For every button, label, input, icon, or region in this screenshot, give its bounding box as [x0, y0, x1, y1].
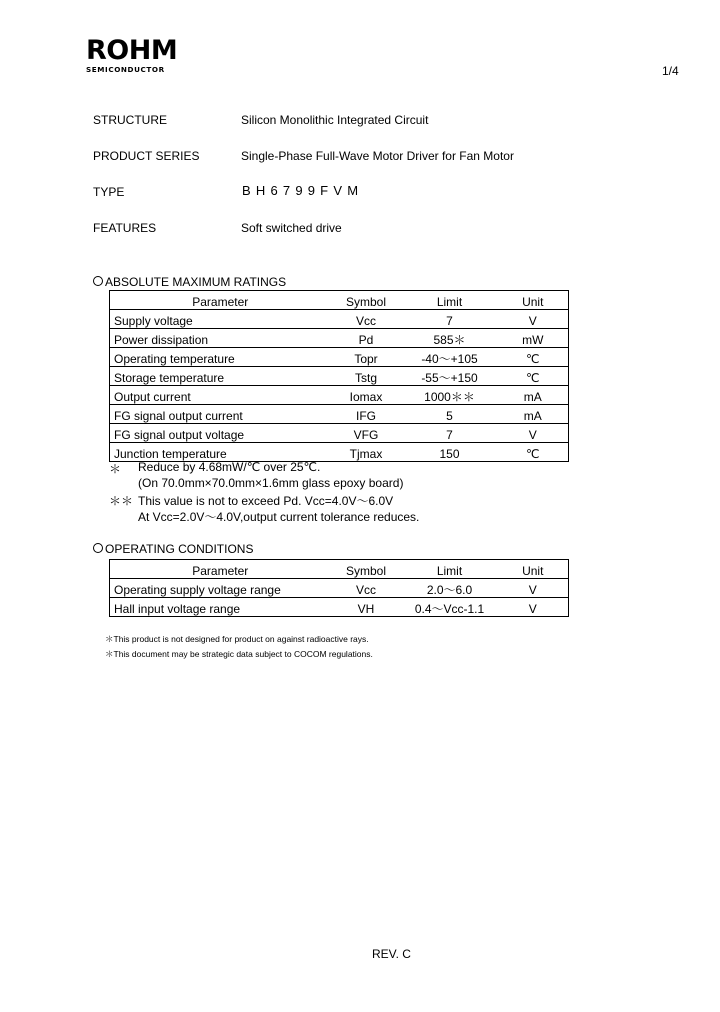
abs-max-row	[110, 329, 569, 348]
op-cond-cell: Hall input voltage range	[110, 598, 331, 617]
op-cond-table	[109, 559, 569, 617]
abs-max-title-text: ABSOLUTE MAXIMUM RATINGS	[105, 275, 287, 289]
abs-max-cell: 1000＊＊	[402, 386, 498, 405]
op-cond-cell: Vcc	[331, 579, 402, 598]
abs-max-cell: Iomax	[331, 386, 402, 405]
abs-max-cell: Operating temperature	[110, 348, 331, 367]
abs-max-cell: 7	[402, 310, 498, 329]
type-value: BH6799FVM	[242, 183, 364, 198]
abs-max-cell: Topr	[331, 348, 402, 367]
note-1-line-2: (On 70.0mm×70.0mm×1.6mm glass epoxy board)	[138, 476, 404, 490]
op-cond-cell: V	[498, 598, 569, 617]
op-cond-header-cell: Symbol	[331, 560, 402, 579]
footnote-radioactive: ＊This product is not designed for product on against radioactive rays.	[105, 634, 369, 644]
op-cond-row	[110, 579, 569, 598]
op-cond-cell: VH	[331, 598, 402, 617]
op-cond-cell: 0.4～Vcc-1.1	[402, 598, 498, 617]
abs-max-cell: mA	[498, 405, 569, 424]
abs-max-cell: Vcc	[331, 310, 402, 329]
abs-max-cell: Output current	[110, 386, 331, 405]
abs-max-cell: FG signal output current	[110, 405, 331, 424]
abs-max-row	[110, 405, 569, 424]
abs-max-cell: Junction temperature	[110, 443, 331, 462]
abs-max-cell: Storage temperature	[110, 367, 331, 386]
abs-max-row	[110, 310, 569, 329]
page-number: 1/4	[662, 64, 679, 78]
abs-max-header-cell: Unit	[498, 291, 569, 310]
abs-max-cell: 150	[402, 443, 498, 462]
structure-value: Silicon Monolithic Integrated Circuit	[241, 113, 429, 127]
note-1-line-1: Reduce by 4.68mW/℃ over 25℃.	[138, 460, 321, 474]
abs-max-cell: ℃	[498, 348, 569, 367]
op-cond-header-cell: Unit	[498, 560, 569, 579]
op-cond-cell: Operating supply voltage range	[110, 579, 331, 598]
logo-wordmark: ROHM	[86, 35, 178, 66]
abs-max-cell: -55～+150	[402, 367, 498, 386]
features-label: FEATURES	[93, 221, 157, 235]
abs-max-cell: IFG	[331, 405, 402, 424]
abs-max-header-row	[110, 291, 569, 310]
abs-max-cell: 5	[402, 405, 498, 424]
product-series-value: Single-Phase Full-Wave Motor Driver for Fan Motor	[241, 149, 514, 163]
abs-max-cell: mW	[498, 329, 569, 348]
abs-max-header-cell: Symbol	[331, 291, 402, 310]
abs-max-table	[109, 290, 569, 462]
type-label: TYPE	[93, 185, 125, 199]
abs-max-cell: 7	[402, 424, 498, 443]
op-cond-header-row	[110, 560, 569, 579]
op-cond-cell: V	[498, 579, 569, 598]
logo-subtitle: SEMICONDUCTOR	[86, 65, 165, 74]
op-cond-cell: 2.0～6.0	[402, 579, 498, 598]
note-2-mark: ＊＊	[109, 494, 134, 508]
note-1-mark: ＊	[109, 462, 122, 476]
abs-max-cell: FG signal output voltage	[110, 424, 331, 443]
abs-max-cell: -40～+105	[402, 348, 498, 367]
abs-max-cell: Pd	[331, 329, 402, 348]
op-cond-title-text: OPERATING CONDITIONS	[105, 542, 254, 556]
abs-max-row	[110, 386, 569, 405]
product-series-label: PRODUCT SERIES	[93, 149, 200, 163]
abs-max-row	[110, 424, 569, 443]
abs-max-cell: VFG	[331, 424, 402, 443]
abs-max-cell: Tstg	[331, 367, 402, 386]
abs-max-cell: Supply voltage	[110, 310, 331, 329]
abs-max-cell: V	[498, 424, 569, 443]
op-cond-header-cell: Parameter	[110, 560, 331, 579]
footnote-cocom: ＊This document may be strategic data subject to COCOM regulations.	[105, 649, 373, 659]
op-cond-row	[110, 598, 569, 617]
abs-max-cell: V	[498, 310, 569, 329]
abs-max-cell: ℃	[498, 443, 569, 462]
abs-max-cell: ℃	[498, 367, 569, 386]
abs-max-row	[110, 367, 569, 386]
abs-max-section-title	[93, 275, 286, 289]
features-value: Soft switched drive	[241, 221, 342, 235]
note-2-line-2: At Vcc=2.0V～4.0V,output current tolerance reduces.	[138, 510, 420, 524]
abs-max-row	[110, 348, 569, 367]
abs-max-header-cell: Parameter	[110, 291, 331, 310]
abs-max-cell: Tjmax	[331, 443, 402, 462]
note-2-line-1: This value is not to exceed Pd. Vcc=4.0V～6.0V	[138, 494, 394, 508]
circle-bullet-icon	[93, 276, 103, 286]
abs-max-row	[110, 443, 569, 462]
rohm-logo	[86, 36, 192, 74]
abs-max-cell: Power dissipation	[110, 329, 331, 348]
op-cond-section-title	[93, 542, 253, 556]
op-cond-header-cell: Limit	[402, 560, 498, 579]
abs-max-cell: 585＊	[402, 329, 498, 348]
abs-max-header-cell: Limit	[402, 291, 498, 310]
revision-label: REV. C	[372, 947, 411, 961]
abs-max-cell: mA	[498, 386, 569, 405]
structure-label: STRUCTURE	[93, 113, 167, 127]
circle-bullet-icon	[93, 543, 103, 553]
